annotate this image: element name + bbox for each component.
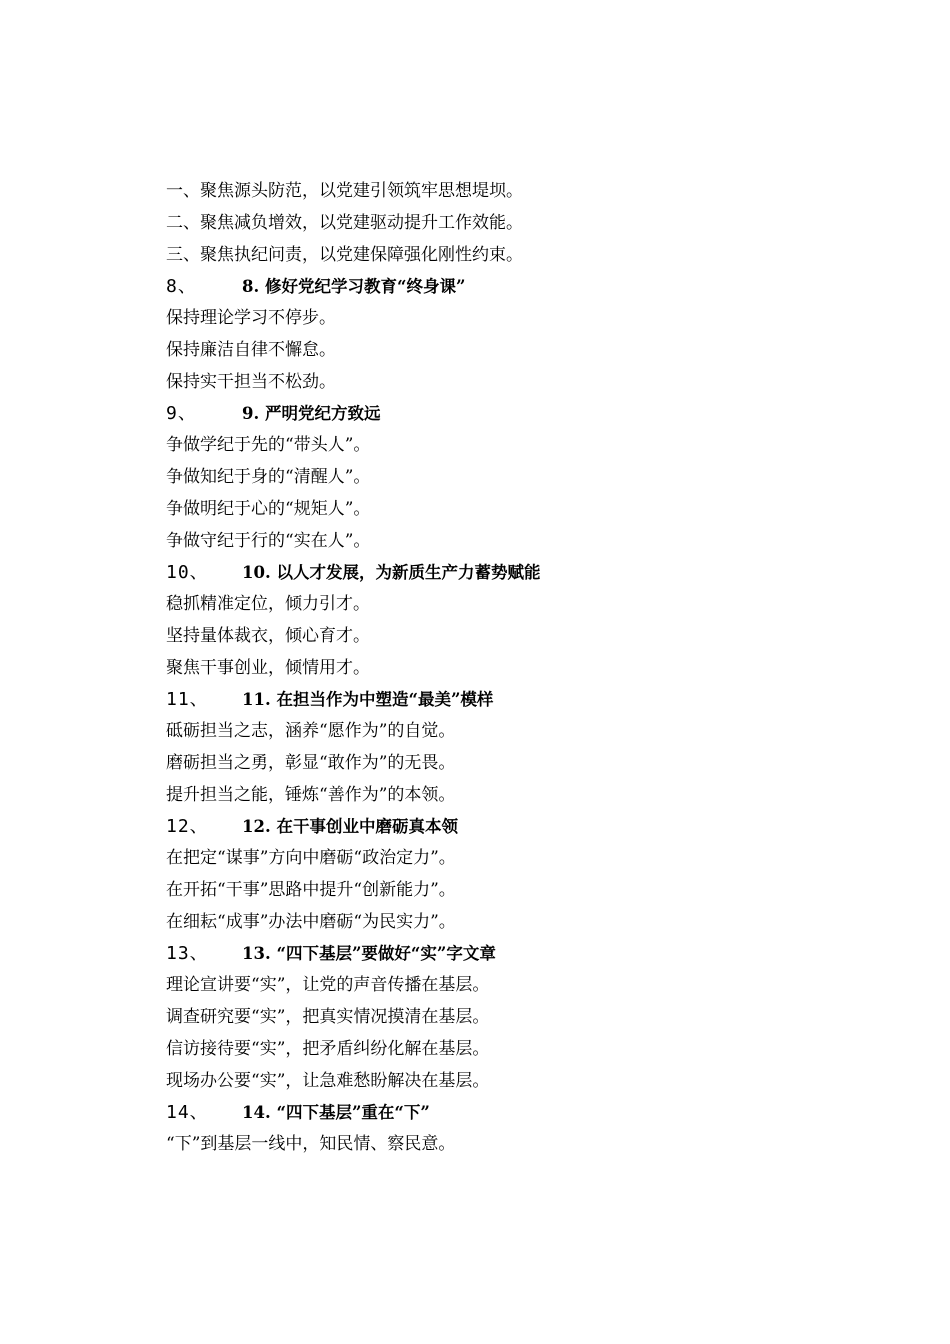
section-number: 11、 [166, 689, 209, 710]
text-line: 聚焦干事创业，倾情用才。 [166, 658, 370, 678]
text-line: 三、聚焦执纪问责，以党建保障强化刚性约束。 [166, 245, 523, 265]
text-line: 现场办公要“实”，让急难愁盼解决在基层。 [166, 1071, 490, 1091]
text-line: 保持理论学习不停步。 [166, 308, 336, 328]
text-line: 保持廉洁自律不懈怠。 [166, 340, 336, 360]
section-title: 12. 在干事创业中磨砺真本领 [242, 817, 458, 836]
text-line: 在把定“谋事”方向中磨砺“政治定力”。 [166, 848, 456, 868]
text-line: 争做明纪于心的“规矩人”。 [166, 499, 371, 519]
section-number: 8、 [166, 276, 197, 297]
section-number: 12、 [166, 816, 209, 837]
section-title: 11. 在担当作为中塑造“最美”模样 [242, 690, 494, 709]
text-line: 理论宣讲要“实”，让党的声音传播在基层。 [166, 975, 490, 995]
text-line: 磨砺担当之勇，彰显“敢作为”的无畏。 [166, 753, 456, 773]
text-line: 砥砺担当之志，涵养“愿作为”的自觉。 [166, 721, 456, 741]
text-line: 在开拓“干事”思路中提升“创新能力”。 [166, 880, 456, 900]
section-heading [166, 811, 866, 842]
section-title: 8. 修好党纪学习教育“终身课” [242, 277, 466, 296]
text-line: 保持实干担当不松劲。 [166, 372, 336, 392]
text-line: 稳抓精准定位，倾力引才。 [166, 594, 370, 614]
section-title: 13. “四下基层”要做好“实”字文章 [242, 944, 496, 963]
text-line: 争做知纪于身的“清醒人”。 [166, 467, 371, 487]
text-line: 坚持量体裁衣，倾心育才。 [166, 626, 370, 646]
section-number: 9、 [166, 403, 197, 424]
section-title: 14. “四下基层”重在“下” [242, 1103, 430, 1122]
text-line: 争做守纪于行的“实在人”。 [166, 531, 371, 551]
text-line: 争做学纪于先的“带头人”。 [166, 435, 371, 455]
section-heading [166, 557, 866, 588]
section-heading [166, 398, 866, 429]
text-line: “下”到基层一线中，知民情、察民意。 [166, 1134, 456, 1154]
section-heading [166, 271, 866, 302]
section-heading [166, 684, 866, 715]
text-line: 信访接待要“实”，把矛盾纠纷化解在基层。 [166, 1039, 490, 1059]
section-heading [166, 1097, 866, 1128]
section-number: 13、 [166, 943, 209, 964]
text-line: 在细耘“成事”办法中磨砺“为民实力”。 [166, 912, 456, 932]
text-line: 提升担当之能，锤炼“善作为”的本领。 [166, 785, 456, 805]
section-heading [166, 938, 866, 969]
section-title: 10. 以人才发展，为新质生产力蓄势赋能 [242, 563, 541, 582]
document-body [166, 175, 866, 1160]
text-line: 二、聚焦减负增效，以党建驱动提升工作效能。 [166, 213, 523, 233]
section-number: 10、 [166, 562, 209, 583]
section-number: 14、 [166, 1102, 209, 1123]
section-title: 9. 严明党纪方致远 [242, 404, 381, 423]
text-line: 调查研究要“实”，把真实情况摸清在基层。 [166, 1007, 490, 1027]
text-line: 一、聚焦源头防范，以党建引领筑牢思想堤坝。 [166, 181, 523, 201]
